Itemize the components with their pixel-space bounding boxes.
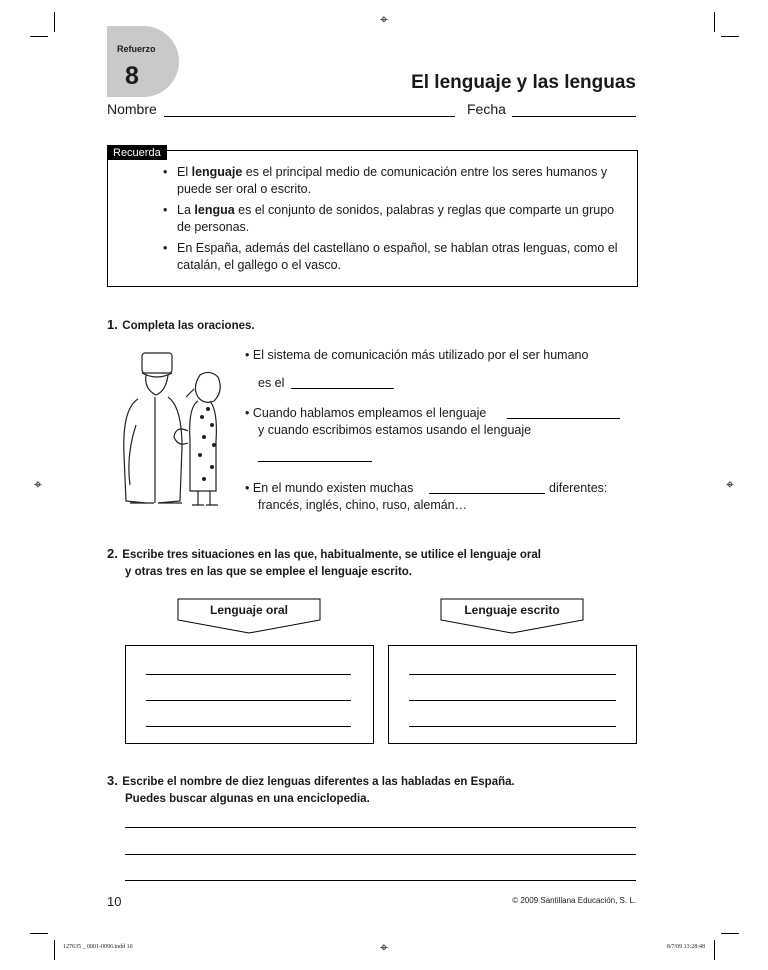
question-1: 1. Completa las oraciones. xyxy=(107,317,255,332)
page-title: El lenguaje y las lenguas xyxy=(411,72,636,93)
answer-line[interactable] xyxy=(125,827,636,828)
sentence-3-cont: francés, inglés, chino, ruso, alemán… xyxy=(258,498,468,512)
list-item: • El lenguaje es el principal medio de comunicación entre los seres humanos y puede ser oral o escrito. xyxy=(163,165,608,196)
question-3-cont: Puedes buscar algunas en una enciclopedia. xyxy=(125,793,370,805)
date-field[interactable] xyxy=(512,116,636,117)
sentence-2: • Cuando hablamos empleamos el lenguaje xyxy=(245,406,487,420)
list-item: • En España, además del castellano o español, se hablan otras lenguas, como el catalán, el gallego o el vasco. xyxy=(163,241,618,272)
answer-line[interactable] xyxy=(409,674,616,675)
registration-mark-icon: ⌖ xyxy=(380,12,388,28)
answer-blank[interactable] xyxy=(258,461,372,462)
crop-mark xyxy=(30,933,48,934)
crop-mark xyxy=(54,940,55,960)
name-field[interactable] xyxy=(164,116,455,117)
answer-line[interactable] xyxy=(409,700,616,701)
crop-mark xyxy=(721,36,739,37)
question-2: 2. Escribe tres situaciones en las que, habitualmente, se utilice el lenguaje oral xyxy=(107,546,541,561)
answer-blank[interactable] xyxy=(507,418,620,419)
illustration-two-people xyxy=(108,345,236,513)
answer-blank[interactable] xyxy=(429,493,545,494)
answer-line[interactable] xyxy=(146,700,351,701)
name-label: Nombre xyxy=(107,101,157,117)
list-item: • La lengua es el conjunto de sonidos, palabras y reglas que comparte un grupo de personas. xyxy=(163,203,615,234)
date-label: Fecha xyxy=(467,101,506,117)
answer-line[interactable] xyxy=(409,726,616,727)
registration-mark-icon: ⌖ xyxy=(34,477,42,493)
answer-line[interactable] xyxy=(125,880,636,881)
sentence-1-cont: es el xyxy=(258,376,285,390)
answer-line[interactable] xyxy=(146,674,351,675)
crop-mark xyxy=(721,933,739,934)
answer-line[interactable] xyxy=(146,726,351,727)
label-oral: Lenguaje oral xyxy=(209,603,289,617)
tab-number: 8 xyxy=(125,62,139,90)
crop-mark xyxy=(714,940,715,960)
crop-mark xyxy=(714,12,715,32)
sentence-3: • En el mundo existen muchas xyxy=(245,481,414,495)
answer-blank[interactable] xyxy=(291,388,394,389)
page-number: 10 xyxy=(107,894,122,909)
recuerda-tag: Recuerda xyxy=(107,145,167,160)
answer-line[interactable] xyxy=(125,854,636,855)
copyright: © 2009 Santillana Educación, S. L. xyxy=(512,896,636,905)
label-escrito: Lenguaje escrito xyxy=(464,603,560,617)
slug-left: 127635 _ 0001-0096.indd 10 xyxy=(63,944,133,950)
question-2-cont: y otras tres en las que se emplee el lenguaje escrito. xyxy=(125,566,412,578)
recuerda-list xyxy=(163,164,628,278)
tab-label: Refuerzo xyxy=(117,44,156,54)
sentence-3-post: diferentes: xyxy=(549,481,608,495)
oral-answer-box xyxy=(125,645,374,744)
sentence-2-cont: y cuando escribimos estamos usando el lenguaje xyxy=(258,423,532,437)
slug-right: 8/7/09 13:28:48 xyxy=(666,944,705,950)
question-3: 3. Escribe el nombre de diez lenguas diferentes a las habladas en España. xyxy=(107,773,515,788)
registration-mark-icon: ⌖ xyxy=(726,477,734,493)
registration-mark-icon: ⌖ xyxy=(380,940,388,956)
section-tab xyxy=(107,26,179,97)
escrito-answer-box xyxy=(388,645,637,744)
crop-mark xyxy=(54,12,55,32)
sentence-1: • El sistema de comunicación más utilizado por el ser humano xyxy=(245,348,589,362)
crop-mark xyxy=(30,36,48,37)
